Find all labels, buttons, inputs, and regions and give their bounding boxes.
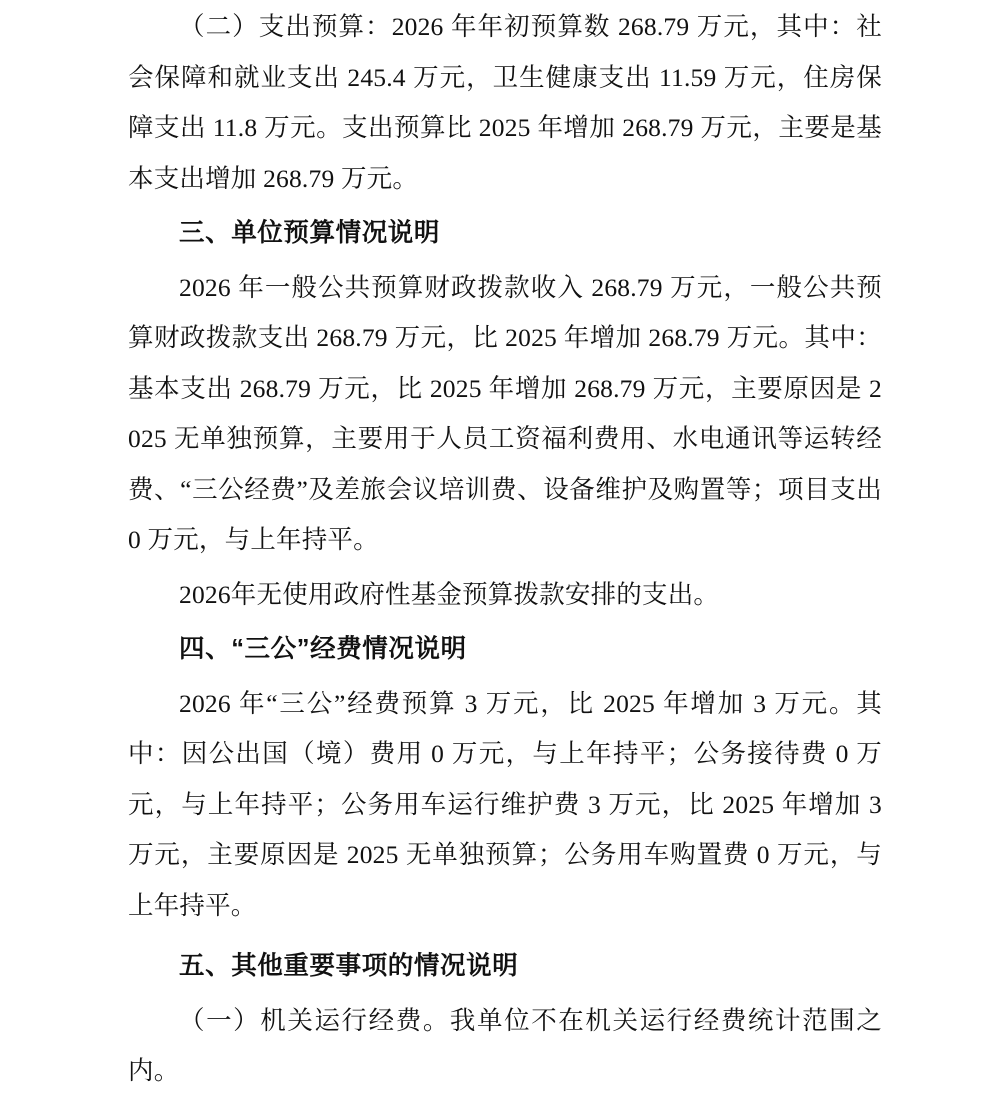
paragraph-general-public-budget: 2026 年一般公共预算财政拨款收入 268.79 万元，一般公共预算财政拨款支出 268.79 万元，比 2025 年增加 268.79 万元。其中：基本支出 268.79 万元，比 2025 年增加 268.79 万元，主要原因是 2025 无单独预算，主要用于人员工资福利费用、水电通讯等运转经费、“三公经费”及差旅会议培训费、设备维护及购置等；项目支出 0 万元，与上年持平。 (128, 272, 882, 554)
paragraph-expenditure-budget: （二）支出预算：2026 年年初预算数 268.79 万元，其中：社会保障和就业支出 245.4 万元，卫生健康支出 11.59 万元，住房保障支出 11.8 万元。支出预算比 2025 年增加 268.79 万元，主要是基本支出增加 268.79 万元。 (128, 12, 882, 193)
heading-section-five: 五、其他重要事项的情况说明 (179, 952, 519, 980)
paragraph-three-public-expenses: 2026 年“三公”经费预算 3 万元，比 2025 年增加 3 万元。其中：因公出国（境）费用 0 万元，与上年持平；公务接待费 0 万元，与上年持平；公务用车运行维护费 3 万元，比 2025 年增加 3 万元，主要原因是 2025 无单独预算；公务用车购置费 0 万元，与上年持平。 (128, 688, 882, 920)
paragraph-government-fund-budget: 2026年无使用政府性基金预算拨款安排的支出。 (179, 579, 720, 609)
heading-section-three: 三、单位预算情况说明 (179, 219, 441, 247)
paragraph-spacer (128, 931, 882, 941)
document-body (128, 0, 882, 1097)
paragraph-agency-operating-expenses: （一）机关运行经费。我单位不在机关运行经费统计范围之内。 (128, 1005, 882, 1085)
heading-section-four: 四、“三公”经费情况说明 (179, 635, 467, 663)
